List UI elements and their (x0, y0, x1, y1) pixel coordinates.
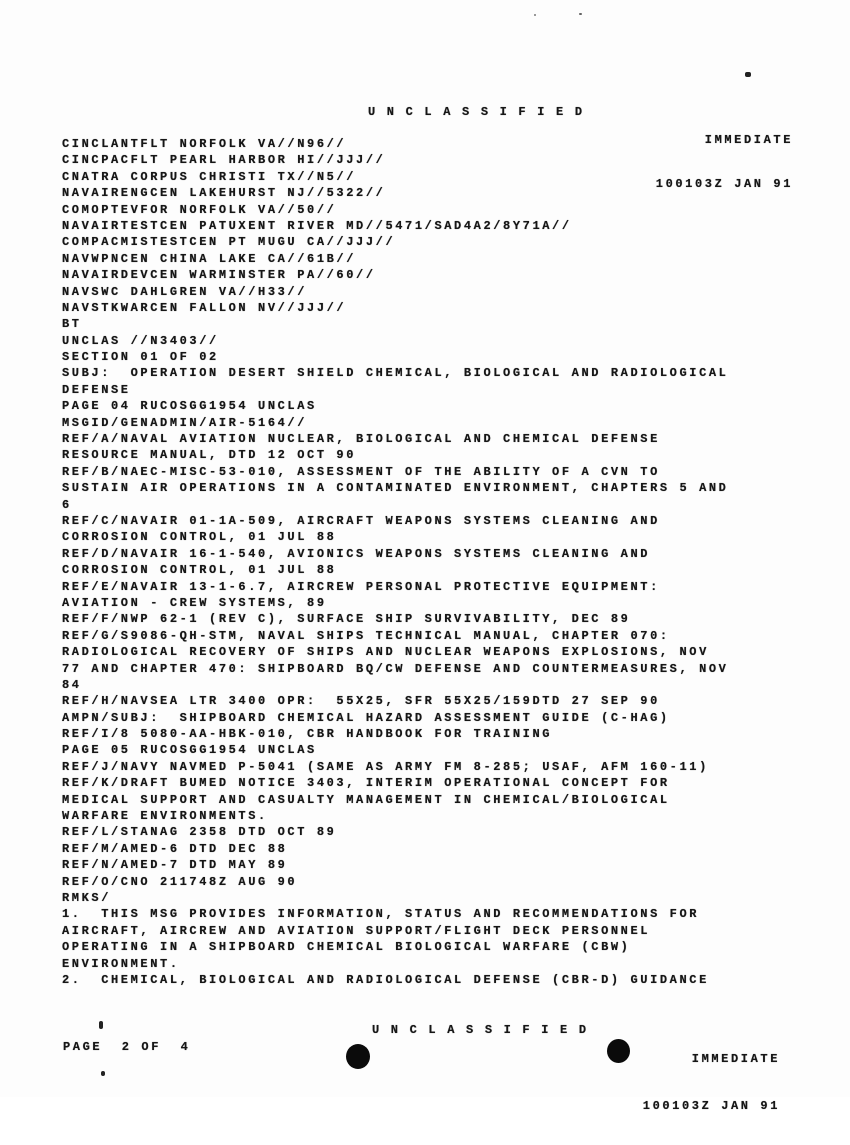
message-line: NAVSWC DAHLGREN VA//H33// (62, 284, 308, 299)
message-line: SUBJ: OPERATION DESERT SHIELD CHEMICAL, BIOLOGICAL AND RADIOLOGICAL (62, 366, 729, 381)
message-line: BT (62, 317, 82, 332)
scan-artifact (101, 1071, 105, 1076)
message-line: REF/L/STANAG 2358 DTD OCT 89 (62, 825, 337, 840)
message-line: REF/C/NAVAIR 01-1A-509, AIRCRAFT WEAPONS SYSTEMS CLEANING AND (62, 513, 660, 528)
message-line: REF/O/CNO 211748Z AUG 90 (62, 874, 298, 889)
message-line: UNCLAS //N3403// (62, 333, 219, 348)
message-line: CORROSION CONTROL, 01 JUL 88 (62, 563, 337, 578)
message-line: REF/K/DRAFT BUMED NOTICE 3403, INTERIM OPERATIONAL CONCEPT FOR (62, 776, 670, 791)
message-line: NAVWPNCEN CHINA LAKE CA//61B// (62, 251, 357, 266)
message-line: MSGID/GENADMIN/AIR-5164// (62, 415, 308, 430)
scan-artifact (579, 13, 582, 15)
message-line: AIRCRAFT, AIRCREW AND AVIATION SUPPORT/FLIGHT DECK PERSONNEL (62, 923, 651, 938)
message-line: COMOPTEVFOR NORFOLK VA//50// (62, 202, 337, 217)
message-line: REF/D/NAVAIR 16-1-540, AVIONICS WEAPONS SYSTEMS CLEANING AND (62, 546, 651, 561)
message-line: REF/I/8 5080-AA-HBK-010, CBR HANDBOOK FOR TRAINING (62, 727, 553, 742)
message-line: REF/E/NAVAIR 13-1-6.7, AIRCREW PERSONAL PROTECTIVE EQUIPMENT: (62, 579, 660, 594)
message-body (62, 136, 728, 988)
message-line: REF/B/NAEC-MISC-53-010, ASSESSMENT OF THE ABILITY OF A CVN TO (62, 464, 660, 479)
message-line: RMKS/ (62, 890, 112, 905)
message-line: REF/N/AMED-7 DTD MAY 89 (62, 858, 288, 873)
message-line: ENVIRONMENT. (62, 956, 180, 971)
message-line: CNATRA CORPUS CHRISTI TX//N5// (62, 169, 357, 184)
message-line: RADIOLOGICAL RECOVERY OF SHIPS AND NUCLEAR WEAPONS EXPLOSIONS, NOV (62, 645, 709, 660)
message-line: SECTION 01 OF 02 (62, 350, 219, 365)
classification-banner-bottom: U N C L A S S I F I E D (372, 1023, 589, 1037)
footer-precedence-block (643, 1021, 780, 1145)
scan-artifact (534, 14, 536, 16)
message-line: REF/G/S9086-QH-STM, NAVAL SHIPS TECHNICAL MANUAL, CHAPTER 070: (62, 628, 670, 643)
message-line: NAVAIRDEVCEN WARMINSTER PA//60// (62, 268, 376, 283)
scan-artifact (745, 72, 751, 77)
scan-artifact (99, 1021, 103, 1029)
message-line: NAVSTKWARCEN FALLON NV//JJJ// (62, 300, 347, 315)
message-line: 77 AND CHAPTER 470: SHIPBOARD BQ/CW DEFENSE AND COUNTERMEASURES, NOV (62, 661, 729, 676)
message-line: CORROSION CONTROL, 01 JUL 88 (62, 530, 337, 545)
message-line: PAGE 05 RUCOSGG1954 UNCLAS (62, 743, 317, 758)
message-line: 6 (62, 497, 72, 512)
message-line: CINCPACFLT PEARL HARBOR HI//JJJ// (62, 153, 386, 168)
message-line: OPERATING IN A SHIPBOARD CHEMICAL BIOLOGICAL WARFARE (CBW) (62, 940, 631, 955)
message-line: WARFARE ENVIRONMENTS. (62, 809, 268, 824)
message-line: REF/F/NWP 62-1 (REV C), SURFACE SHIP SURVIVABILITY, DEC 89 (62, 612, 631, 627)
precedence-label-bottom: IMMEDIATE (691, 1052, 780, 1066)
message-line: MEDICAL SUPPORT AND CASUALTY MANAGEMENT IN CHEMICAL/BIOLOGICAL (62, 792, 670, 807)
message-line: REF/A/NAVAL AVIATION NUCLEAR, BIOLOGICAL AND CHEMICAL DEFENSE (62, 432, 660, 447)
hole-punch-icon (607, 1039, 630, 1063)
message-line: 1. THIS MSG PROVIDES INFORMATION, STATUS AND RECOMMENDATIONS FOR (62, 907, 700, 922)
message-line: 2. CHEMICAL, BIOLOGICAL AND RADIOLOGICAL DEFENSE (CBR-D) GUIDANCE (62, 972, 709, 987)
classification-banner-top: U N C L A S S I F I E D (368, 105, 585, 119)
datetime-group-bottom: 100103Z JAN 91 (642, 1098, 780, 1113)
page-number-label: PAGE 2 OF 4 (63, 1040, 191, 1054)
message-line: PAGE 04 RUCOSGG1954 UNCLAS (62, 399, 317, 414)
message-line: 84 (62, 677, 82, 692)
message-line: DEFENSE (62, 382, 131, 397)
datetime-group-top: 100103Z JAN 91 (655, 176, 793, 191)
message-line: REF/M/AMED-6 DTD DEC 88 (62, 841, 288, 856)
message-line: REF/H/NAVSEA LTR 3400 OPR: 55X25, SFR 55X25/159DTD 27 SEP 90 (62, 694, 660, 709)
message-line: RESOURCE MANUAL, DTD 12 OCT 90 (62, 448, 357, 463)
message-line: AMPN/SUBJ: SHIPBOARD CHEMICAL HAZARD ASSESSMENT GUIDE (C-HAG) (62, 710, 670, 725)
message-line: REF/J/NAVY NAVMED P-5041 (SAME AS ARMY FM 8-285; USAF, AFM 160-11) (62, 759, 709, 774)
message-line: SUSTAIN AIR OPERATIONS IN A CONTAMINATED ENVIRONMENT, CHAPTERS 5 AND (62, 481, 729, 496)
precedence-label-top: IMMEDIATE (704, 132, 793, 147)
hole-punch-icon (346, 1044, 370, 1069)
message-line: NAVAIRTESTCEN PATUXENT RIVER MD//5471/SAD4A2/8Y71A// (62, 218, 572, 233)
message-line: CINCLANTFLT NORFOLK VA//N96// (62, 137, 347, 151)
message-line: COMPACMISTESTCEN PT MUGU CA//JJJ// (62, 235, 396, 250)
message-line: NAVAIRENGCEN LAKEHURST NJ//5322// (62, 186, 386, 201)
message-line: AVIATION - CREW SYSTEMS, 89 (62, 595, 327, 610)
